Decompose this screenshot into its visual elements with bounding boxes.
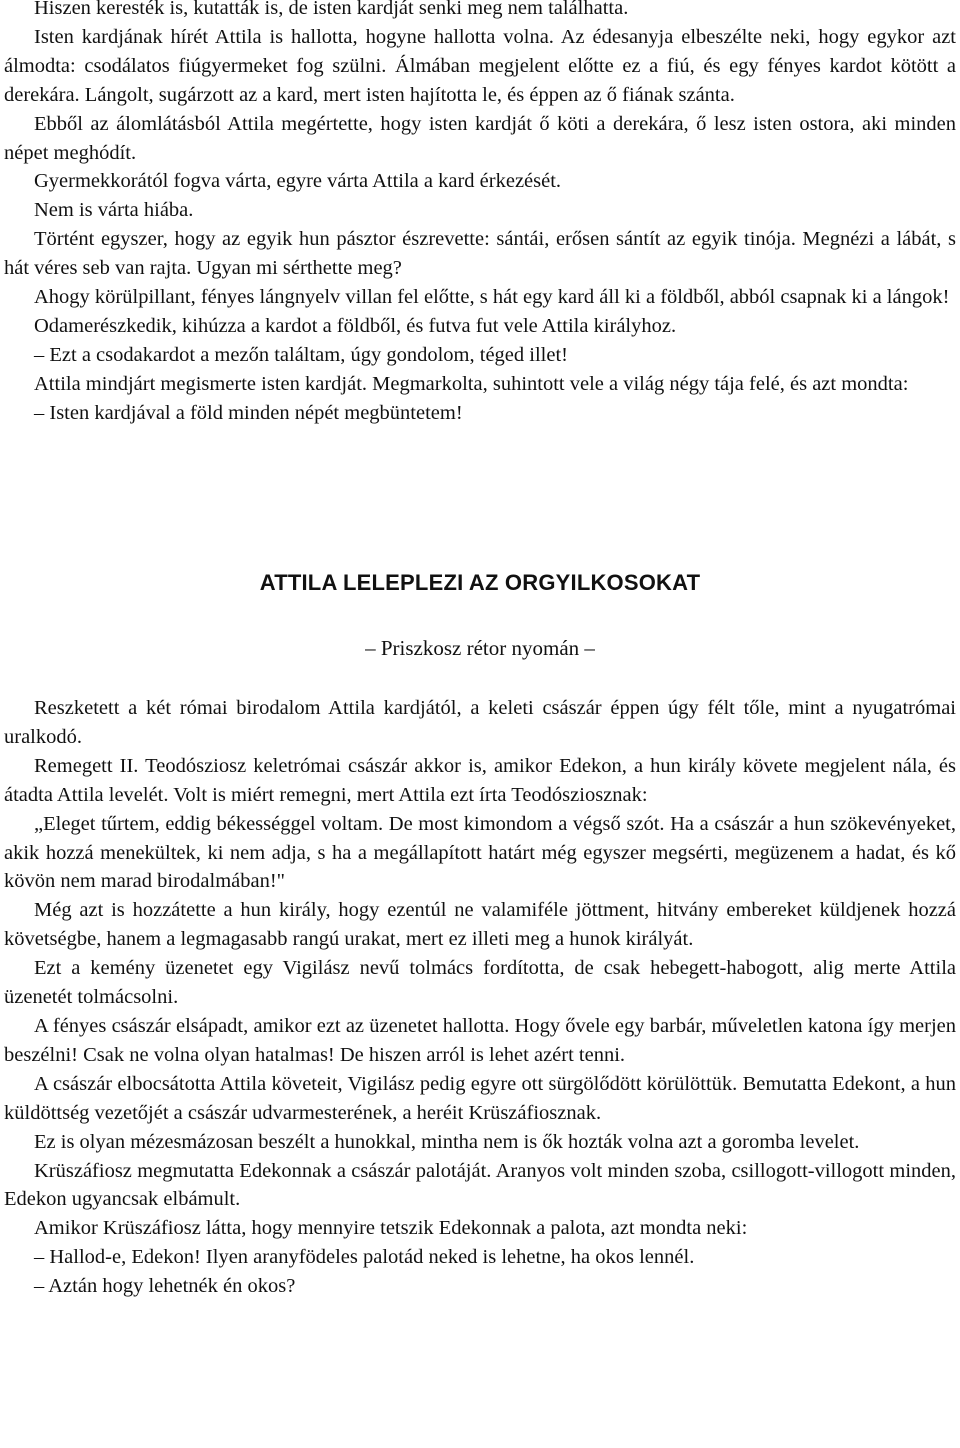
paragraph: Történt egyszer, hogy az egyik hun pásztor észrevette: sántái, erősen sántít az egyik tinója. Megnézi a lábát, s hát véres seb van rajta. Ugyan mi sérthette meg? bbox=[4, 228, 956, 280]
chapter-title: ATTILA LELEPLEZI AZ ORGYILKOSOKAT bbox=[259, 570, 701, 595]
paragraph: Krüszáfiosz megmutatta Edekonnak a császár palotáját. Aranyos volt minden szoba, csillogott-villogott minden, Edekon ugyancsak elbámult. bbox=[4, 1159, 956, 1211]
paragraph: Isten kardjának hírét Attila is hallotta, hogyne hallotta volna. Az édesanyja elbeszélte neki, hogy egykor azt álmodta: csodálatos fiúgyermeket fog szülni. Álmában megjelent előtte ez a fiú, és egy fényes kardot kötött a derekára. Lángolt, sugárzott az a kard, mert isten hajította le, és éppen az ő fiának szánta. bbox=[4, 25, 956, 106]
paragraph: Még azt is hozzátette a hun király, hogy ezentúl ne valamiféle jöttment, hitvány embereket küldjenek hozzá követségbe, hanem a legmagasabb rangú urakat, mert ez illeti meg a hunok királyát. bbox=[4, 899, 956, 951]
paragraph: Remegett II. Teodósziosz keletrómai császár akkor is, amikor Edekon, a hun király követe megjelent nála, és átadta Attila levelét. Volt is miért remegni, mert Attila ezt írta Teodósziosznak: bbox=[4, 754, 956, 806]
paragraph: Ezt a kemény üzenetet egy Vigilász nevű tolmács fordította, de csak hebegett-habogott, alig merte Attila üzenetét tolmácsolni. bbox=[4, 957, 956, 1009]
paragraph: Odamerészkedik, kihúzza a kardot a földből, és futva fut vele Attila királyhoz. bbox=[34, 314, 677, 337]
paragraph: Reszketett a két római birodalom Attila kardjától, a keleti császár éppen úgy félt tőle, mint a nyugatrómai uralkodó. bbox=[4, 697, 956, 748]
paragraph: Nem is várta hiába. bbox=[34, 199, 194, 222]
dialogue-line: – Aztán hogy lehetnék én okos? bbox=[34, 1275, 296, 1298]
dialogue-line: – Isten kardjával a föld minden népét megbüntetem! bbox=[34, 401, 463, 424]
chapter-subtitle: – Priszkosz rétor nyomán – bbox=[365, 636, 595, 660]
story-section-1 bbox=[4, 0, 956, 428]
story-section-2 bbox=[4, 694, 956, 1301]
paragraph: Ahogy körülpillant, fényes lángnyelv villan fel előtte, s hát egy kard áll ki a földből, abból csapnak ki a lángok! bbox=[34, 286, 950, 309]
paragraph: Amikor Krüszáfiosz látta, hogy mennyire tetszik Edekonnak a palota, azt mondta neki: bbox=[34, 1217, 748, 1240]
quoted-letter: „Eleget tűrtem, eddig békességgel voltam. De most kimondom a végső szót. Ha a császár a hun szökevényeket, akik hozzá menekültek, ki nem adja, s ha a megállapított határt még egyszer megsérti, megüzenem a hadat, és kő kövön nem marad birodalmában!" bbox=[4, 812, 956, 893]
paragraph: Ebből az álomlátásból Attila megértette, hogy isten kardját ő köti a derekára, ő lesz isten ostora, aki minden népet meghódít. bbox=[4, 112, 956, 164]
paragraph: A császár elbocsátotta Attila követeit, Vigilász pedig egyre ott sürgölődött körülöttük. Bemutatta Edekont, a hun küldöttség vezetőjét a császár udvarmesterének, a heréit Krüszáfiosznak. bbox=[4, 1072, 956, 1124]
paragraph: Attila mindjárt megismerte isten kardját. Megmarkolta, suhintott vele a világ négy tája felé, és azt mondta: bbox=[34, 372, 909, 395]
paragraph: Ez is olyan mézesmázosan beszélt a hunokkal, mintha nem is ők hozták volna azt a goromba levelet. bbox=[34, 1130, 860, 1153]
paragraph: Hiszen keresték is, kutatták is, de isten kardját senki meg nem találhatta. bbox=[34, 0, 629, 19]
paragraph: A fényes császár elsápadt, amikor ezt az üzenetet hallotta. Hogy ővele egy barbár, műveletlen katona így merjen beszélni! Csak ne volna olyan hatalmas! De hiszen arról is lehet azért tenni. bbox=[4, 1014, 956, 1066]
dialogue-line: – Hallod-e, Edekon! Ilyen aranyfödeles palotád neked is lehetne, ha okos lennél. bbox=[34, 1246, 695, 1269]
dialogue-line: – Ezt a csodakardot a mezőn találtam, úgy gondolom, téged illet! bbox=[34, 343, 568, 366]
paragraph: Gyermekkorától fogva várta, egyre várta Attila a kard érkezését. bbox=[34, 170, 562, 193]
